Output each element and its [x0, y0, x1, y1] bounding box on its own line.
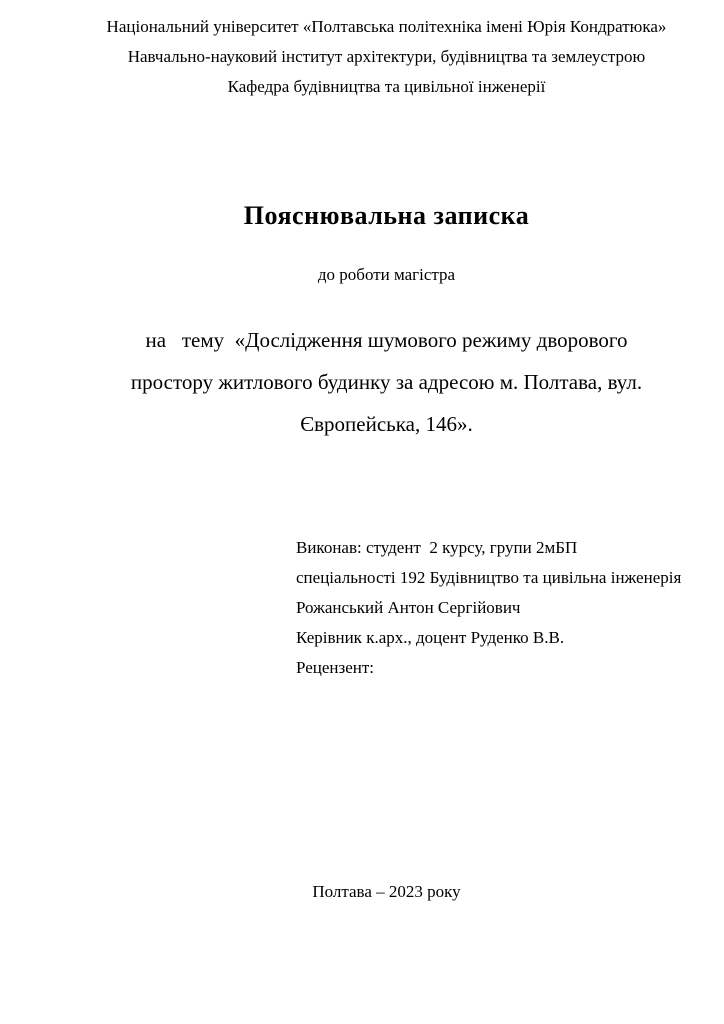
header-line: Кафедра будівництва та цивільної інженерії: [227, 77, 546, 96]
thesis-topic: [85, 319, 688, 445]
thesis-topic-line: на тему «Дослідження шумового режиму дворового: [145, 328, 628, 352]
document-footer: Полтава – 2023 року: [312, 882, 461, 901]
document-header: [85, 12, 688, 102]
header-line: Національний університет «Полтавська політехніка імені Юрія Кондратюка»: [106, 17, 667, 36]
credits-line: Виконав: студент 2 курсу, групи 2мБП: [296, 538, 578, 557]
credits-block: [296, 533, 681, 683]
header-line: Навчально-науковий інститут архітектури, будівництва та землеустрою: [127, 47, 646, 66]
credits-line: Керівник к.арх., доцент Руденко В.В.: [296, 628, 565, 647]
thesis-topic-line: Європейська, 146».: [300, 412, 473, 436]
credits-line: Рожанський Антон Сергійович: [296, 598, 521, 617]
credits-line: спеціальності 192 Будівництво та цивільна інженерія: [296, 568, 682, 587]
credits-line: Рецензент:: [296, 658, 375, 677]
thesis-topic-line: простору житлового будинку за адресою м. Полтава, вул.: [130, 370, 643, 394]
document-title: Пояснювальна записка: [243, 201, 530, 230]
document-subtitle: до роботи магістра: [317, 265, 456, 284]
